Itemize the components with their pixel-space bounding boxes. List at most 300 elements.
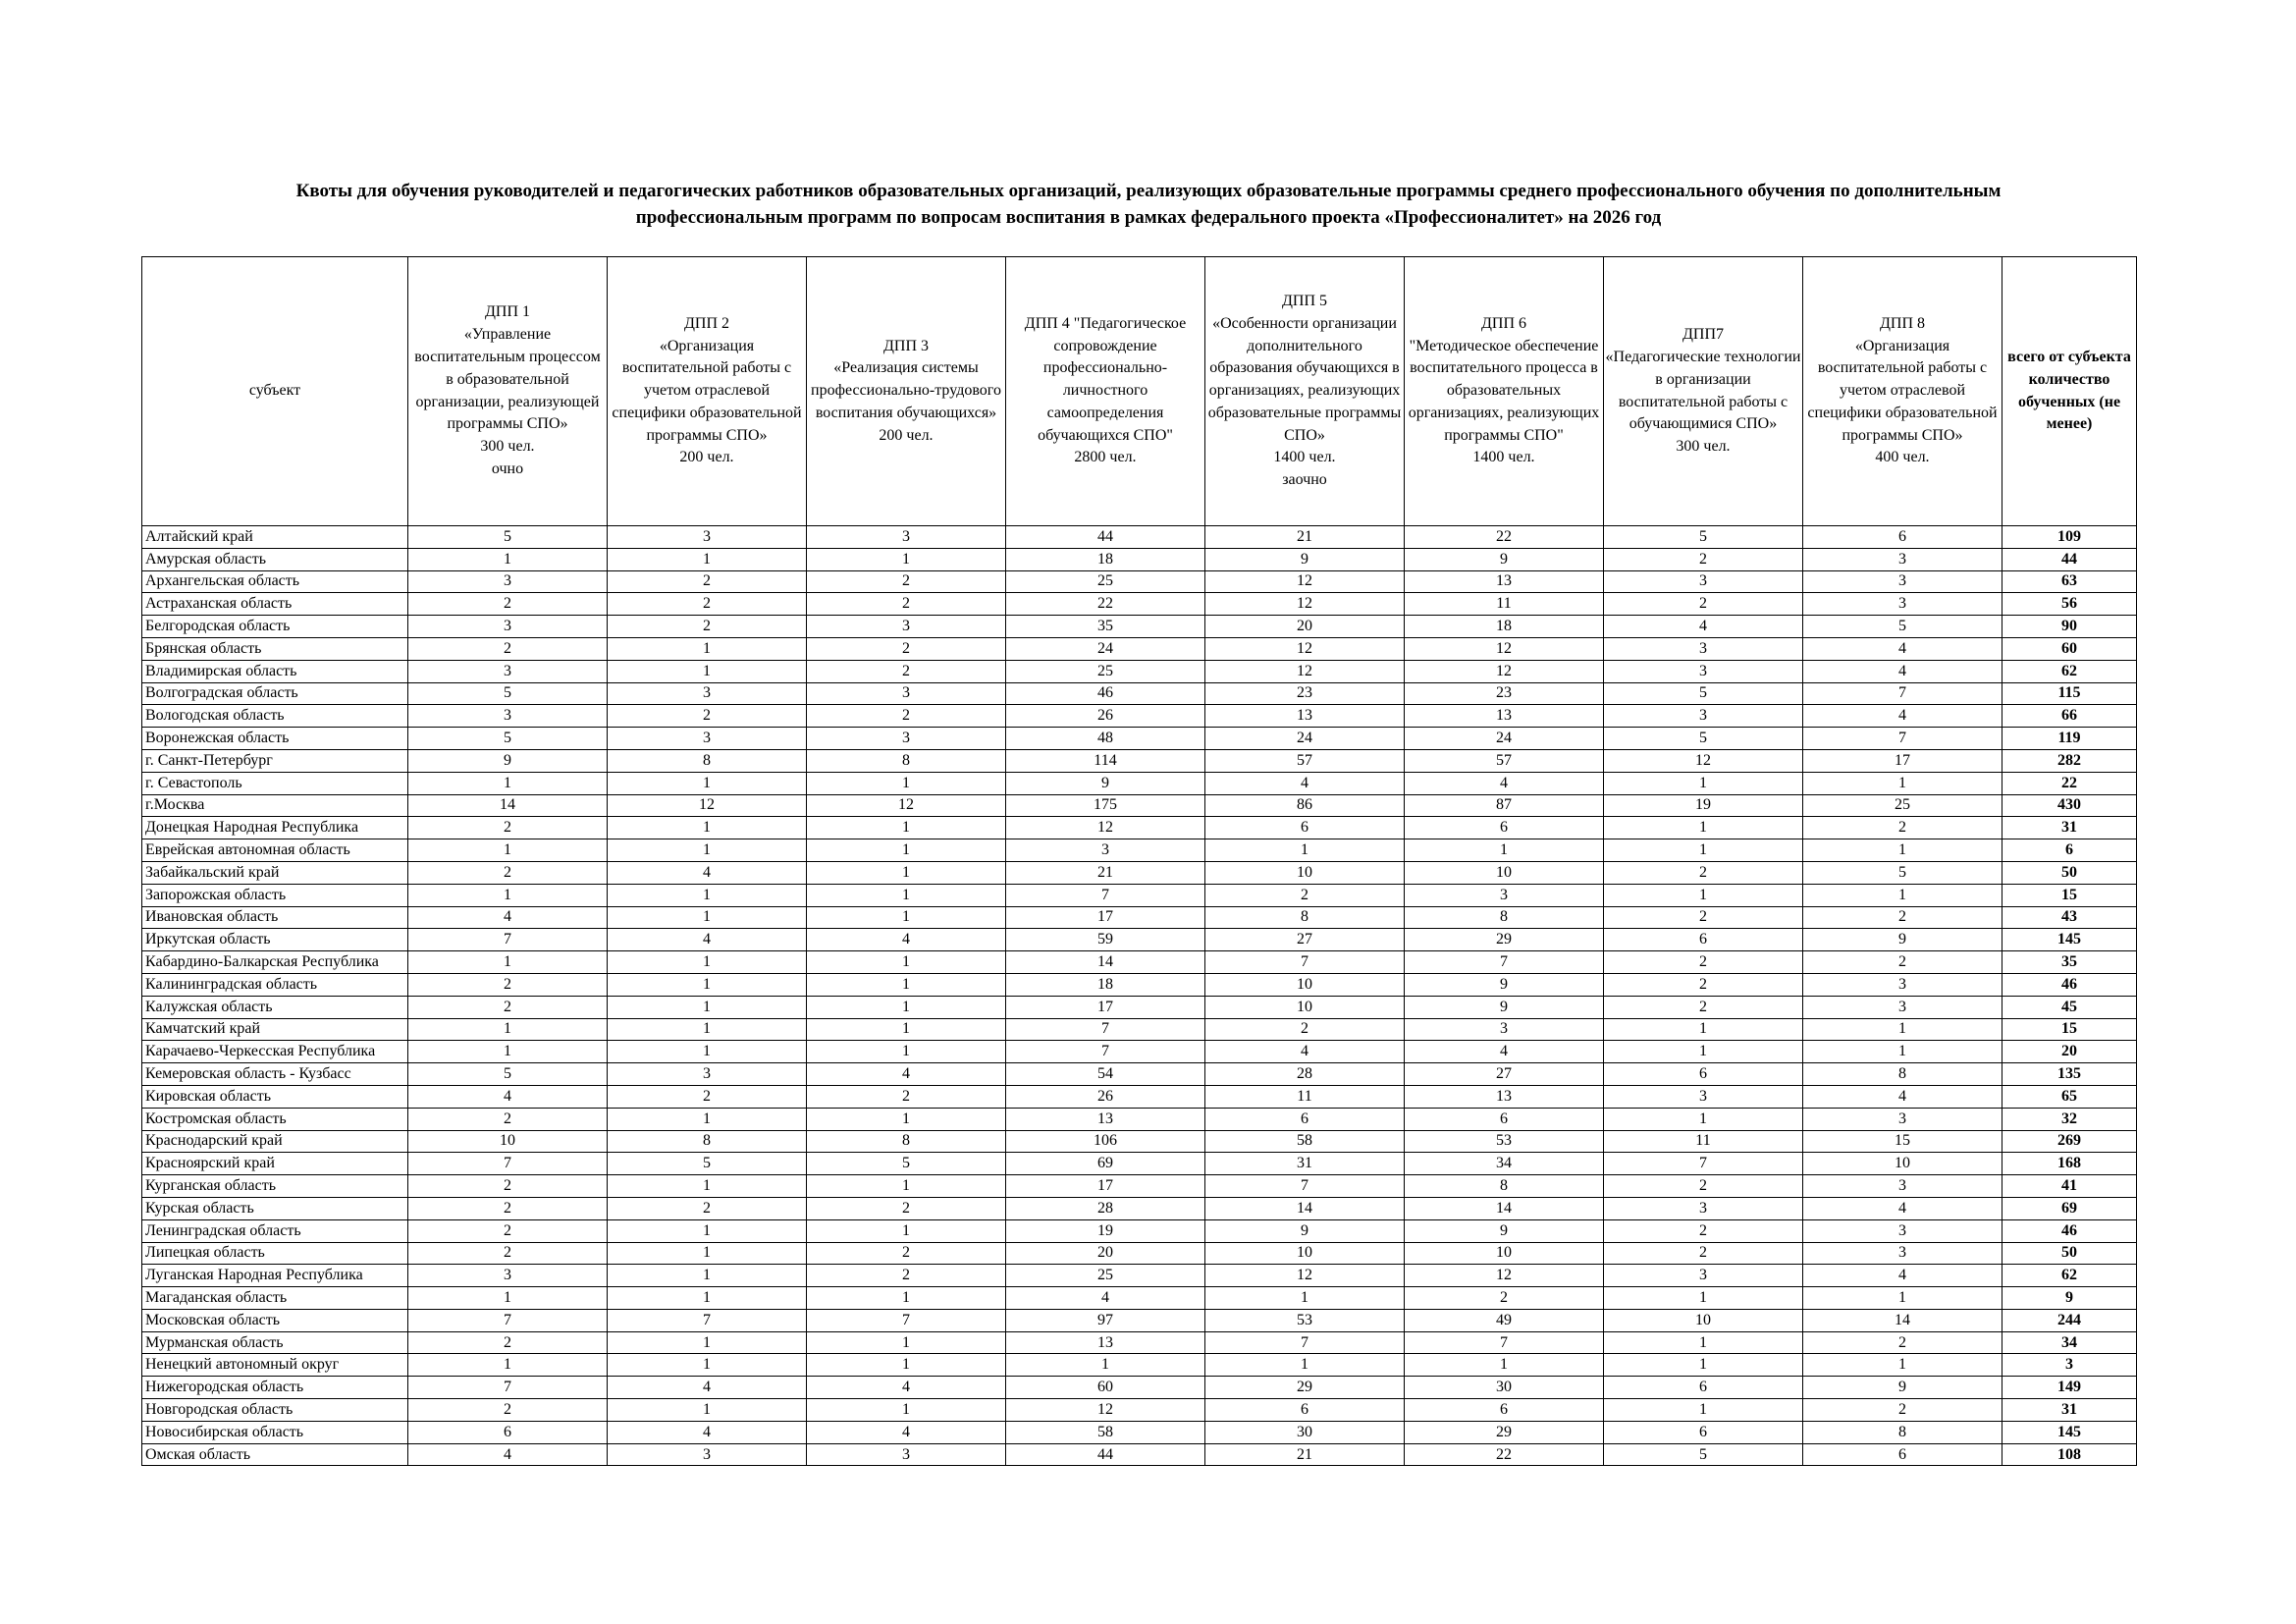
quota-cell: 2 (1803, 951, 2002, 974)
quota-cell: 3 (408, 660, 608, 682)
quota-cell: 9 (1803, 929, 2002, 951)
quota-cell: 2 (1604, 593, 1803, 616)
quota-cell: 21 (1205, 526, 1405, 549)
quota-cell: 1 (1803, 1354, 2002, 1377)
quota-cell: 58 (1205, 1130, 1405, 1153)
quota-cell: 10 (1205, 861, 1405, 884)
quota-cell: 3 (807, 526, 1006, 549)
quota-cell: 26 (1006, 1085, 1205, 1108)
quota-cell: 1 (608, 660, 807, 682)
quota-cell: 2 (1803, 817, 2002, 839)
quota-cell: 10 (1405, 1242, 1604, 1265)
quota-cell: 4 (807, 1421, 1006, 1443)
quota-cell: 2 (608, 1197, 807, 1219)
quota-cell: 1 (807, 906, 1006, 929)
quota-cell: 2 (1405, 1287, 1604, 1310)
total-cell: 22 (2002, 772, 2137, 794)
quota-cell: 54 (1006, 1063, 1205, 1086)
region-name-cell: Амурская область (142, 548, 408, 570)
region-name-cell: Магаданская область (142, 1287, 408, 1310)
quota-cell: 1 (1604, 884, 1803, 906)
total-cell: 9 (2002, 1287, 2137, 1310)
table-row (142, 1309, 2137, 1331)
quota-cell: 1 (608, 1399, 807, 1422)
table-row (142, 1421, 2137, 1443)
quota-cell: 1 (408, 1018, 608, 1041)
table-row (142, 772, 2137, 794)
table-row (142, 1399, 2137, 1422)
quota-cell: 86 (1205, 794, 1405, 817)
quota-cell: 3 (1604, 660, 1803, 682)
total-cell: 3 (2002, 1354, 2137, 1377)
quota-cell: 97 (1006, 1309, 1205, 1331)
quota-cell: 7 (1205, 1175, 1405, 1198)
quota-cell: 20 (1006, 1242, 1205, 1265)
quota-cell: 10 (1604, 1309, 1803, 1331)
quota-cell: 1 (1604, 772, 1803, 794)
table-row (142, 1331, 2137, 1354)
region-name-cell: Вологодская область (142, 705, 408, 728)
region-name-cell: Курганская область (142, 1175, 408, 1198)
table-row (142, 637, 2137, 660)
quota-cell: 1 (807, 1399, 1006, 1422)
quota-cell: 9 (1205, 548, 1405, 570)
quota-cell: 2 (408, 861, 608, 884)
quota-cell: 7 (408, 1377, 608, 1399)
quota-cell: 17 (1006, 906, 1205, 929)
quota-cell: 5 (807, 1153, 1006, 1175)
quota-cell: 6 (1405, 817, 1604, 839)
quota-cell: 2 (807, 1197, 1006, 1219)
quota-cell: 12 (1205, 593, 1405, 616)
quota-cell: 49 (1405, 1309, 1604, 1331)
total-cell: 430 (2002, 794, 2137, 817)
quota-cell: 3 (1604, 570, 1803, 593)
quota-cell: 3 (807, 616, 1006, 638)
quota-cell: 1 (807, 1331, 1006, 1354)
table-row (142, 861, 2137, 884)
quota-cell: 2 (608, 570, 807, 593)
quota-cell: 1 (807, 839, 1006, 862)
quota-cell: 22 (1006, 593, 1205, 616)
total-cell: 6 (2002, 839, 2137, 862)
table-row (142, 839, 2137, 862)
quota-cell: 9 (1405, 996, 1604, 1018)
quota-cell: 24 (1006, 637, 1205, 660)
quota-cell: 2 (608, 616, 807, 638)
header-dpp7: ДПП7 «Педагогические технологии в организации воспитательной работы с обучающимися СПО» 300 чел. (1604, 257, 1803, 526)
quota-cell: 17 (1803, 749, 2002, 772)
quota-cell: 7 (1604, 1153, 1803, 1175)
quota-cell: 1 (608, 951, 807, 974)
region-name-cell: Камчатский край (142, 1018, 408, 1041)
quota-cell: 22 (1405, 526, 1604, 549)
quota-cell: 1 (608, 772, 807, 794)
quota-cell: 106 (1006, 1130, 1205, 1153)
quota-cell: 13 (1405, 570, 1604, 593)
quota-cell: 12 (1205, 570, 1405, 593)
quota-cell: 1 (408, 1041, 608, 1063)
total-cell: 168 (2002, 1153, 2137, 1175)
quota-cell: 12 (1405, 637, 1604, 660)
quota-cell: 1 (1604, 839, 1803, 862)
quota-cell: 6 (1205, 1108, 1405, 1130)
quota-cell: 1 (1803, 1041, 2002, 1063)
quota-cell: 7 (1803, 682, 2002, 705)
table-row (142, 794, 2137, 817)
table-row (142, 705, 2137, 728)
header-dpp2: ДПП 2 «Организация воспитательной работы с учетом отраслевой специфики образовательной программы СПО» 200 чел. (608, 257, 807, 526)
region-name-cell: Владимирская область (142, 660, 408, 682)
quota-cell: 2 (408, 1108, 608, 1130)
region-name-cell: Кемеровская область - Кузбасс (142, 1063, 408, 1086)
quota-cell: 23 (1205, 682, 1405, 705)
quota-cell: 25 (1803, 794, 2002, 817)
quota-cell: 2 (807, 660, 1006, 682)
region-name-cell: Курская область (142, 1197, 408, 1219)
quota-cell: 1 (807, 1354, 1006, 1377)
quota-cell: 46 (1006, 682, 1205, 705)
quota-cell: 11 (1405, 593, 1604, 616)
quota-cell: 22 (1405, 1443, 1604, 1466)
table-header (142, 257, 2137, 526)
quota-cell: 14 (1405, 1197, 1604, 1219)
header-subject: субъект (142, 257, 408, 526)
header-row (142, 257, 2137, 526)
quota-cell: 2 (608, 1085, 807, 1108)
total-cell: 46 (2002, 973, 2137, 996)
total-cell: 65 (2002, 1085, 2137, 1108)
quota-cell: 4 (1803, 1085, 2002, 1108)
quota-cell: 28 (1205, 1063, 1405, 1086)
quota-cell: 11 (1205, 1085, 1405, 1108)
quota-cell: 1 (1604, 1041, 1803, 1063)
quota-cell: 12 (1205, 637, 1405, 660)
quota-cell: 14 (1803, 1309, 2002, 1331)
quota-cell: 1 (807, 1041, 1006, 1063)
quota-cell: 87 (1405, 794, 1604, 817)
table-row (142, 951, 2137, 974)
quota-cell: 7 (1803, 728, 2002, 750)
quota-cell: 8 (807, 749, 1006, 772)
quota-cell: 2 (1205, 884, 1405, 906)
quota-cell: 9 (1205, 1219, 1405, 1242)
quota-cell: 11 (1604, 1130, 1803, 1153)
total-cell: 119 (2002, 728, 2137, 750)
header-dpp4: ДПП 4 "Педагогическое сопровождение профессионально-личностного самоопределения обучающихся СПО" 2800 чел. (1006, 257, 1205, 526)
quota-cell: 3 (408, 616, 608, 638)
quota-cell: 13 (1006, 1108, 1205, 1130)
quota-cell: 1 (608, 996, 807, 1018)
quota-cell: 10 (1205, 1242, 1405, 1265)
quota-cell: 18 (1006, 973, 1205, 996)
quota-cell: 7 (1405, 951, 1604, 974)
total-cell: 31 (2002, 817, 2137, 839)
region-name-cell: Кировская область (142, 1085, 408, 1108)
quota-cell: 2 (408, 1331, 608, 1354)
header-dpp6: ДПП 6 "Методическое обеспечение воспитательного процесса в образовательных организациях, реализующих программы СПО" 1400 чел. (1405, 257, 1604, 526)
quota-cell: 2 (807, 637, 1006, 660)
quota-cell: 2 (807, 1242, 1006, 1265)
quota-cell: 31 (1205, 1153, 1405, 1175)
quota-cell: 59 (1006, 929, 1205, 951)
quota-cell: 1 (807, 1175, 1006, 1198)
region-name-cell: Костромская область (142, 1108, 408, 1130)
total-cell: 35 (2002, 951, 2137, 974)
quota-cell: 12 (807, 794, 1006, 817)
quota-cell: 5 (408, 682, 608, 705)
quota-cell: 3 (807, 1443, 1006, 1466)
region-name-cell: Калининградская область (142, 973, 408, 996)
table-row (142, 616, 2137, 638)
quota-cell: 2 (1604, 1242, 1803, 1265)
quota-cell: 3 (1803, 1108, 2002, 1130)
region-name-cell: Мурманская область (142, 1331, 408, 1354)
quota-cell: 57 (1205, 749, 1405, 772)
quota-cell: 7 (408, 1153, 608, 1175)
quota-cell: 1 (1803, 1287, 2002, 1310)
quota-cell: 9 (1405, 548, 1604, 570)
quota-cell: 3 (1604, 1265, 1803, 1287)
quota-cell: 3 (608, 682, 807, 705)
quota-cell: 4 (807, 1063, 1006, 1086)
quota-cell: 3 (807, 682, 1006, 705)
region-name-cell: Запорожская область (142, 884, 408, 906)
quota-cell: 1 (608, 1041, 807, 1063)
quota-cell: 6 (1604, 1063, 1803, 1086)
quota-cell: 1 (807, 772, 1006, 794)
region-name-cell: Новосибирская область (142, 1421, 408, 1443)
quota-cell: 8 (1405, 906, 1604, 929)
quota-cell: 1 (608, 1287, 807, 1310)
quota-cell: 1 (408, 839, 608, 862)
table-row (142, 1219, 2137, 1242)
quota-cell: 6 (1604, 929, 1803, 951)
quota-cell: 4 (1803, 637, 2002, 660)
quota-cell: 5 (1803, 616, 2002, 638)
quota-cell: 2 (1604, 548, 1803, 570)
quota-cell: 4 (608, 929, 807, 951)
quota-cell: 4 (807, 1377, 1006, 1399)
quota-cell: 1 (1803, 1018, 2002, 1041)
total-cell: 31 (2002, 1399, 2137, 1422)
total-cell: 282 (2002, 749, 2137, 772)
quota-cell: 1 (608, 817, 807, 839)
header-dpp5: ДПП 5 «Особенности организации дополнительного образования обучающихся в организациях, реализующих образовательные программы СПО» 1400 чел. заочно (1205, 257, 1405, 526)
quota-cell: 29 (1405, 929, 1604, 951)
total-cell: 15 (2002, 1018, 2137, 1041)
quota-cell: 2 (1604, 973, 1803, 996)
region-name-cell: г. Санкт-Петербург (142, 749, 408, 772)
quota-cell: 58 (1006, 1421, 1205, 1443)
quota-cell: 2 (408, 1399, 608, 1422)
quota-cell: 7 (608, 1309, 807, 1331)
quota-cell: 7 (1205, 1331, 1405, 1354)
quota-cell: 1 (1604, 1018, 1803, 1041)
quota-cell: 9 (1405, 1219, 1604, 1242)
quota-cell: 25 (1006, 570, 1205, 593)
quota-cell: 1 (608, 1331, 807, 1354)
table-row (142, 1354, 2137, 1377)
total-cell: 149 (2002, 1377, 2137, 1399)
quota-cell: 5 (408, 1063, 608, 1086)
quota-cell: 3 (608, 728, 807, 750)
header-dpp3: ДПП 3 «Реализация системы профессионально-трудового воспитания обучающихся» 200 чел. (807, 257, 1006, 526)
quota-cell: 34 (1405, 1153, 1604, 1175)
quota-cell: 2 (1803, 1331, 2002, 1354)
quota-cell: 5 (1604, 728, 1803, 750)
total-cell: 32 (2002, 1108, 2137, 1130)
quota-cell: 1 (608, 1354, 807, 1377)
quota-cell: 1 (608, 548, 807, 570)
quota-cell: 1 (608, 906, 807, 929)
quota-cell: 48 (1006, 728, 1205, 750)
quota-cell: 44 (1006, 1443, 1205, 1466)
quota-cell: 1 (1803, 772, 2002, 794)
quota-cell: 1 (1205, 1354, 1405, 1377)
quota-cell: 14 (1205, 1197, 1405, 1219)
quota-cell: 1 (1803, 839, 2002, 862)
total-cell: 62 (2002, 1265, 2137, 1287)
quota-cell: 4 (1006, 1287, 1205, 1310)
quota-cell: 3 (408, 570, 608, 593)
region-name-cell: Ненецкий автономный округ (142, 1354, 408, 1377)
quota-cell: 25 (1006, 660, 1205, 682)
quota-cell: 4 (1604, 616, 1803, 638)
quota-cell: 5 (1604, 682, 1803, 705)
quota-cell: 7 (408, 1309, 608, 1331)
quota-cell: 5 (608, 1153, 807, 1175)
quota-cell: 1 (807, 973, 1006, 996)
quota-cell: 2 (408, 1219, 608, 1242)
region-name-cell: Московская область (142, 1309, 408, 1331)
quota-cell: 7 (1205, 951, 1405, 974)
total-cell: 46 (2002, 1219, 2137, 1242)
quota-cell: 2 (1604, 1175, 1803, 1198)
table-row (142, 817, 2137, 839)
region-name-cell: Еврейская автономная область (142, 839, 408, 862)
quota-cell: 3 (1604, 1197, 1803, 1219)
quota-cell: 10 (1405, 861, 1604, 884)
table-row (142, 1063, 2137, 1086)
quota-cell: 3 (608, 1063, 807, 1086)
quota-cell: 1 (1405, 1354, 1604, 1377)
quota-cell: 2 (1604, 1219, 1803, 1242)
quota-cell: 4 (807, 929, 1006, 951)
quota-cell: 4 (608, 1377, 807, 1399)
quota-cell: 1 (408, 1287, 608, 1310)
region-name-cell: Липецкая область (142, 1242, 408, 1265)
quota-cell: 19 (1006, 1219, 1205, 1242)
quota-cell: 3 (1803, 1219, 2002, 1242)
quota-cell: 1 (807, 1108, 1006, 1130)
quota-cell: 1 (608, 1018, 807, 1041)
region-name-cell: Луганская Народная Республика (142, 1265, 408, 1287)
quota-cell: 8 (807, 1130, 1006, 1153)
quota-cell: 28 (1006, 1197, 1205, 1219)
header-total: всего от субъекта количество обученных (не менее) (2002, 257, 2137, 526)
region-name-cell: Ивановская область (142, 906, 408, 929)
quota-cell: 1 (408, 884, 608, 906)
quota-cell: 6 (1803, 1443, 2002, 1466)
quota-cell: 2 (1604, 906, 1803, 929)
quota-cell: 53 (1405, 1130, 1604, 1153)
table-row (142, 593, 2137, 616)
quota-cell: 14 (1006, 951, 1205, 974)
quota-cell: 3 (1604, 637, 1803, 660)
table-row (142, 906, 2137, 929)
table-row (142, 1265, 2137, 1287)
quota-cell: 10 (1205, 973, 1405, 996)
quota-cell: 4 (1405, 1041, 1604, 1063)
total-cell: 34 (2002, 1331, 2137, 1354)
table-row (142, 996, 2137, 1018)
region-name-cell: Омская область (142, 1443, 408, 1466)
quota-cell: 1 (807, 1287, 1006, 1310)
quota-cell: 19 (1604, 794, 1803, 817)
quota-cell: 30 (1205, 1421, 1405, 1443)
quota-cell: 12 (1006, 817, 1205, 839)
region-name-cell: Калужская область (142, 996, 408, 1018)
quota-cell: 18 (1405, 616, 1604, 638)
quota-cell: 6 (1803, 526, 2002, 549)
quota-cell: 13 (1006, 1331, 1205, 1354)
quota-cell: 3 (807, 728, 1006, 750)
total-cell: 108 (2002, 1443, 2137, 1466)
table-row (142, 1175, 2137, 1198)
quota-cell: 1 (1604, 1354, 1803, 1377)
quota-cell: 2 (1803, 906, 2002, 929)
quota-cell: 6 (408, 1421, 608, 1443)
region-name-cell: Иркутская область (142, 929, 408, 951)
quota-cell: 14 (408, 794, 608, 817)
quota-cell: 3 (408, 705, 608, 728)
quota-cell: 10 (408, 1130, 608, 1153)
quota-cell: 2 (1803, 1399, 2002, 1422)
quota-cell: 9 (1803, 1377, 2002, 1399)
quota-cell: 8 (1803, 1421, 2002, 1443)
quota-cell: 2 (807, 1265, 1006, 1287)
region-name-cell: г.Москва (142, 794, 408, 817)
table-row (142, 728, 2137, 750)
quota-cell: 29 (1205, 1377, 1405, 1399)
quota-cell: 2 (807, 1085, 1006, 1108)
quota-cell: 9 (408, 749, 608, 772)
total-cell: 50 (2002, 1242, 2137, 1265)
quota-cell: 3 (408, 1265, 608, 1287)
table-row (142, 884, 2137, 906)
table-row (142, 1443, 2137, 1466)
quota-cell: 6 (1604, 1421, 1803, 1443)
quota-cell: 5 (1604, 1443, 1803, 1466)
quota-cell: 1 (608, 1219, 807, 1242)
quota-cell: 35 (1006, 616, 1205, 638)
quota-cell: 21 (1006, 861, 1205, 884)
region-name-cell: Кабардино-Балкарская Республика (142, 951, 408, 974)
quota-cell: 1 (1205, 839, 1405, 862)
quota-cell: 44 (1006, 526, 1205, 549)
quota-cell: 4 (1205, 1041, 1405, 1063)
quota-cell: 175 (1006, 794, 1205, 817)
table-body (142, 526, 2137, 1466)
quota-cell: 12 (1205, 660, 1405, 682)
quota-cell: 17 (1006, 1175, 1205, 1198)
table-row (142, 1242, 2137, 1265)
quota-cell: 13 (1405, 1085, 1604, 1108)
region-name-cell: Волгоградская область (142, 682, 408, 705)
quota-cell: 2 (807, 593, 1006, 616)
region-name-cell: Ленинградская область (142, 1219, 408, 1242)
